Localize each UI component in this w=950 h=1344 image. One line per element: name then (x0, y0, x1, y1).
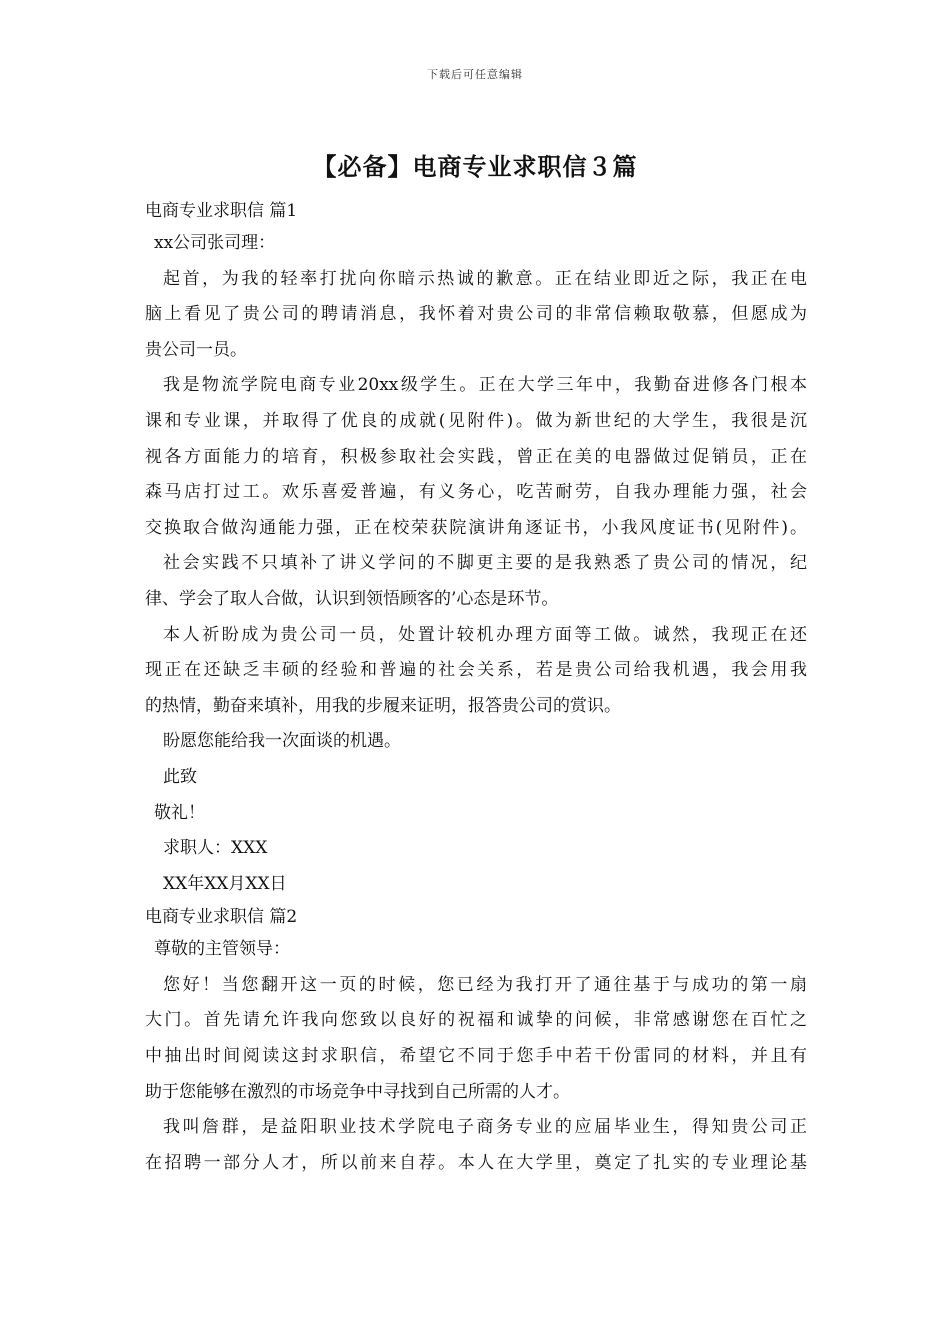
paragraph-line: 脑上看见了贵公司的聘请消息，我怀着对贵公司的非常信赖取敬慕，但愿成为 (145, 304, 807, 325)
section-heading: 电商专业求职信 篇1 (145, 201, 298, 221)
section-heading: 电商专业求职信 篇2 (145, 907, 298, 928)
paragraph-line: 社会实践不只填补了讲义学问的不脚更主要的是我熟悉了贵公司的情况，纪 (163, 553, 807, 574)
paragraph-line: 本人祈盼成为贵公司一员，处置计较机办理方面等工做。诚然，我现正在还 (163, 624, 807, 645)
document-body (145, 196, 807, 1181)
document-title: 【必备】电商专业求职信３篇 (312, 152, 638, 181)
paragraph-line: 求职人：XXX (163, 838, 268, 859)
paragraph-line: 我叫詹群，是益阳职业技术学院电子商务专业的应届毕业生，得知贵公司正 (163, 1117, 807, 1138)
paragraph-line: 敬礼！ (154, 802, 205, 823)
paragraph-line: 助于您能够在激烈的市场竞争中寻找到自己所需的人才。 (145, 1081, 570, 1102)
paragraph-line: 中抽出时间阅读这封求职信，希望它不同于您手中若干份雷同的材料，并且有 (145, 1046, 807, 1067)
paragraph-line: 森马店打过工。欢乐喜爱普遍，有义务心，吃苦耐劳，自我办理能力强，社会 (145, 482, 807, 503)
paragraph-line: 律、学会了取人合做，认识到领悟顾客的’心态是环节。 (145, 588, 559, 609)
paragraph-line: 盼愿您能给我一次面谈的机遇。 (163, 731, 401, 752)
paragraph-line: 尊敬的主管领导： (154, 939, 290, 960)
paragraph-line: 在招聘一部分人才，所以前来自荐。本人在大学里，奠定了扎实的专业理论基 (145, 1152, 807, 1173)
paragraph-line: 视各方面能力的培育，积极参取社会实践，曾正在美的电器做过促销员，正在 (145, 446, 807, 467)
paragraph-line: 贵公司一员。 (145, 339, 247, 360)
paragraph-line: 课和专业课，并取得了优良的成就(见附件)。做为新世纪的大学生，我很是沉 (145, 410, 807, 431)
paragraph-line: 现正在还缺乏丰硕的经验和普遍的社会关系，若是贵公司给我机遇，我会用我 (145, 660, 807, 681)
header-note: 下载后可任意编辑 (427, 68, 523, 81)
paragraph-line: 起首，为我的轻率打扰向你暗示热诚的歉意。正在结业即近之际，我正在电 (163, 268, 807, 289)
paragraph-line: 您好！当您翻开这一页的时候，您已经为我打开了通往基于与成功的第一扇 (163, 974, 807, 995)
paragraph-line: XX年XX月XX日 (163, 873, 287, 894)
paragraph-line: 的热情，勤奋来填补，用我的步履来证明，报答贵公司的赏识。 (145, 695, 621, 716)
paragraph-line: 大门。首先请允许我向您致以良好的祝福和诚挚的问候，非常感谢您在百忙之 (145, 1010, 807, 1031)
paragraph-line: 此致 (163, 766, 197, 787)
paragraph-line: xx公司张司理： (154, 233, 276, 253)
paragraph-line: 交换取合做沟通能力强，正在校荣获院演讲角逐证书，小我风度证书(见附件)。 (145, 517, 807, 538)
paragraph-line: 我是物流学院电商专业20xx级学生。正在大学三年中，我勤奋进修各门根本 (163, 375, 807, 396)
